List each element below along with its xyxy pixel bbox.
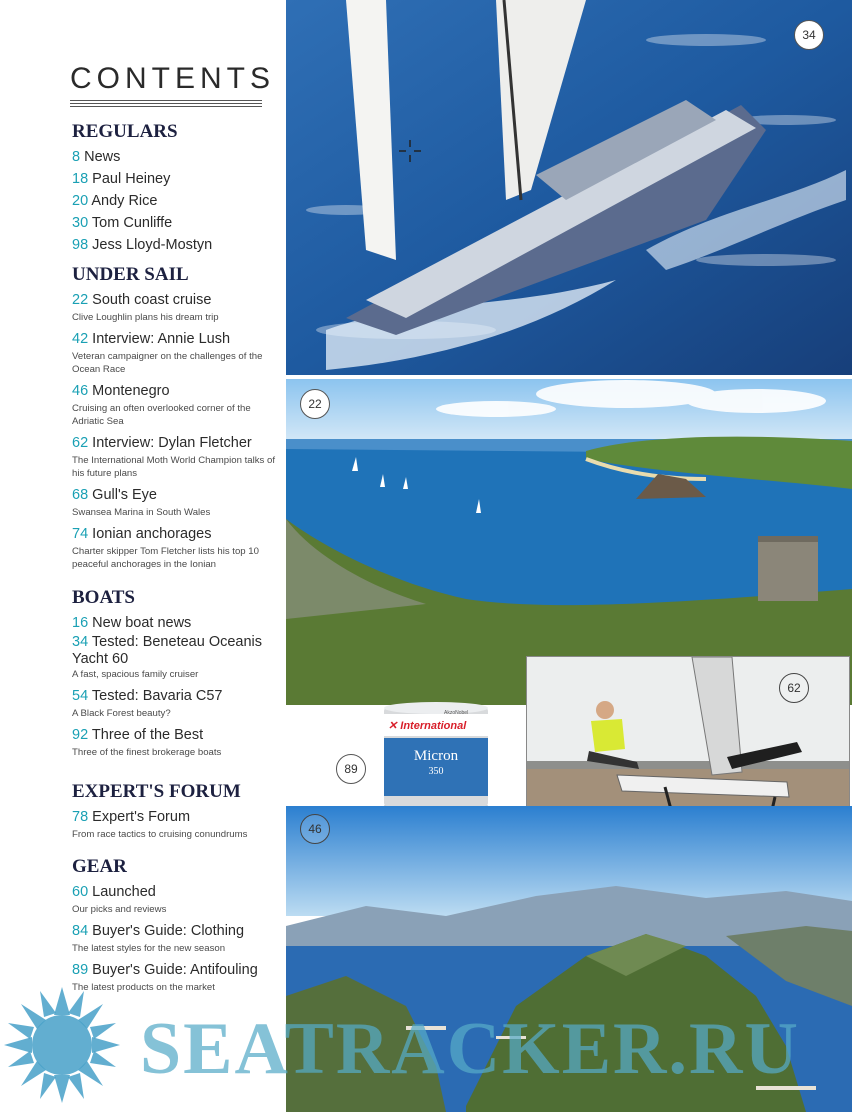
maker-text: AkzoNobel xyxy=(444,710,469,716)
entry-title: Ionian anchorages xyxy=(92,526,212,542)
section-heading: UNDER SAIL xyxy=(72,264,189,285)
toc-entry[interactable] xyxy=(72,634,282,681)
page-badge: 89 xyxy=(336,754,366,784)
product-name: Micron xyxy=(413,748,459,764)
page-badge: 22 xyxy=(300,389,330,419)
entry-description: Three of the finest brokerage boats xyxy=(72,747,222,758)
page-number: 78 xyxy=(72,809,89,825)
section-regulars xyxy=(72,121,282,256)
contents-column xyxy=(0,0,282,1112)
section-experts-forum xyxy=(72,781,282,845)
page-number: 42 xyxy=(72,331,89,347)
page-number: 18 xyxy=(72,171,89,187)
page-number: 68 xyxy=(72,487,89,503)
entry-title: Gull's Eye xyxy=(92,487,157,503)
page-number: 62 xyxy=(72,435,89,451)
entry-title: Andy Rice xyxy=(91,193,158,209)
entry-title: Tom Cunliffe xyxy=(91,215,173,231)
page-number: 98 xyxy=(72,237,89,253)
title-divider xyxy=(70,100,262,109)
section-boats xyxy=(72,587,282,763)
page-badge: 46 xyxy=(300,814,330,844)
page-number: 60 xyxy=(72,884,89,900)
entry-description: From race tactics to cruising conundrums xyxy=(72,829,248,840)
entry-title: Three of the Best xyxy=(91,727,204,743)
entry-title: Interview: Annie Lush xyxy=(92,331,231,347)
toc-entry[interactable] xyxy=(72,484,282,519)
entry-description: Clive Loughlin plans his dream trip xyxy=(72,312,219,323)
toc-entry[interactable] xyxy=(72,234,282,256)
page-number: 20 xyxy=(72,193,89,209)
page-number: 34 xyxy=(72,634,89,650)
entry-title: Interview: Dylan Fletcher xyxy=(92,435,252,451)
section-heading: REGULARS xyxy=(72,121,178,142)
entry-title: News xyxy=(84,149,121,165)
toc-entry[interactable] xyxy=(72,806,282,841)
sun-watermark-icon xyxy=(0,985,130,1105)
page-number: 84 xyxy=(72,923,89,939)
toc-entry[interactable] xyxy=(72,380,282,428)
toc-entry[interactable] xyxy=(72,212,282,234)
page-number: 8 xyxy=(72,149,81,165)
page-number: 92 xyxy=(72,727,89,743)
toc-entry[interactable] xyxy=(72,523,282,571)
toc-entry[interactable] xyxy=(72,432,282,480)
toc-entry[interactable] xyxy=(72,685,282,720)
entry-title: Jess Lloyd-Mostyn xyxy=(92,237,213,253)
entry-title: Buyer's Guide: Antifouling xyxy=(92,962,258,978)
page-title: CONTENTS xyxy=(70,62,275,95)
page-number: 74 xyxy=(72,526,89,542)
entry-description: The International Moth World Champion talks of his future plans xyxy=(72,455,275,479)
yacht-illustration xyxy=(286,0,852,375)
entry-description: Cruising an often overlooked corner of the Adriatic Sea xyxy=(72,403,251,427)
entry-title: Montenegro xyxy=(92,383,170,399)
page-number: 89 xyxy=(72,962,89,978)
section-heading: GEAR xyxy=(72,856,127,877)
entry-description: Veteran campaigner on the challenges of the Ocean Race xyxy=(72,351,263,375)
toc-entry[interactable] xyxy=(72,328,282,376)
page-badge: 62 xyxy=(779,673,809,703)
entry-title: Paul Heiney xyxy=(92,171,171,187)
entry-description: The latest products on the market xyxy=(72,982,215,993)
entry-description: Our picks and reviews xyxy=(72,904,167,915)
site-watermark: SEATRACKER.RU xyxy=(140,1010,800,1088)
page-number: 22 xyxy=(72,292,89,308)
entry-title: Tested: Bavaria C57 xyxy=(91,688,223,704)
yacht-photo[interactable] xyxy=(286,0,852,375)
page-badge: 34 xyxy=(794,20,824,50)
page-number: 30 xyxy=(72,215,89,231)
brand-logo: ✕ International xyxy=(388,720,467,732)
section-gear xyxy=(72,856,282,998)
section-under-sail xyxy=(72,264,282,575)
antifouling-tin[interactable] xyxy=(380,700,492,812)
section-heading: EXPERT'S FORUM xyxy=(72,781,241,802)
page-number: 54 xyxy=(72,688,89,704)
toc-entry[interactable] xyxy=(72,146,282,168)
entry-description: Charter skipper Tom Fletcher lists his top 10 peaceful anchorages in the Ionian xyxy=(72,546,259,570)
product-model: 350 xyxy=(428,766,444,777)
page-number: 46 xyxy=(72,383,89,399)
entry-title: Buyer's Guide: Clothing xyxy=(92,923,245,939)
section-heading: BOATS xyxy=(72,587,136,608)
toc-entry[interactable] xyxy=(72,289,282,324)
entry-title: Launched xyxy=(92,884,156,900)
entry-title: Expert's Forum xyxy=(92,809,191,825)
toc-entry[interactable] xyxy=(72,724,282,759)
toc-entry[interactable] xyxy=(72,881,282,916)
entry-title: South coast cruise xyxy=(92,292,212,308)
toc-entry[interactable] xyxy=(72,168,282,190)
entry-title: New boat news xyxy=(92,615,192,631)
entry-description: The latest styles for the new season xyxy=(72,943,226,954)
toc-entry[interactable] xyxy=(72,920,282,955)
entry-title: Tested: Beneteau Oceanis Yacht 60 xyxy=(72,634,263,667)
toc-entry[interactable] xyxy=(72,612,282,634)
page-number: 16 xyxy=(72,615,89,631)
entry-description: A fast, spacious family cruiser xyxy=(72,669,199,680)
entry-description: Swansea Marina in South Wales xyxy=(72,507,211,518)
toc-entry[interactable] xyxy=(72,190,282,212)
entry-description: A Black Forest beauty? xyxy=(72,708,171,719)
